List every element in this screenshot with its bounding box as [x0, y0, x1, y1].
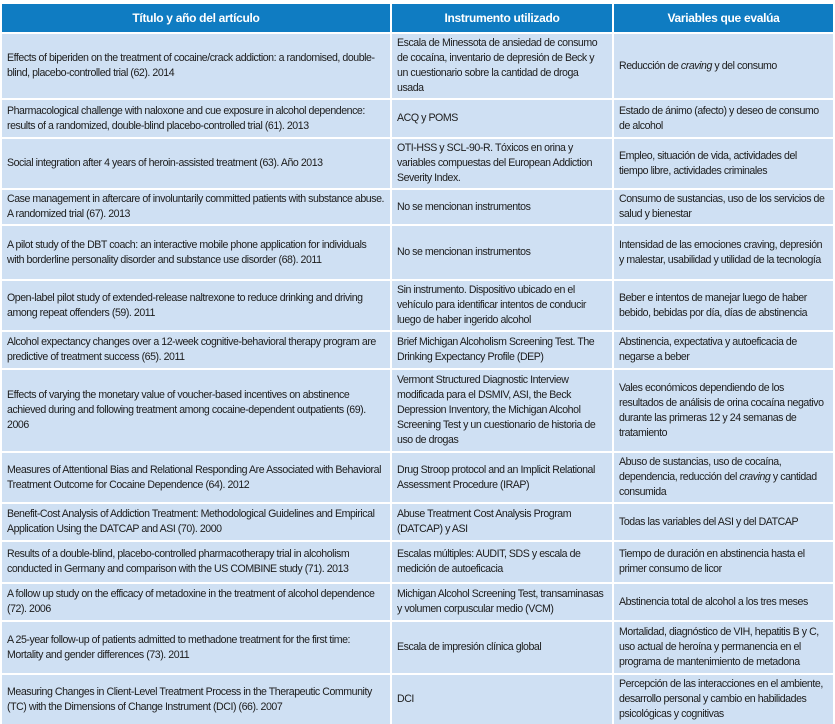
cell-variables [614, 190, 833, 224]
variables-text [619, 515, 798, 530]
header-instrument: Instrumento utilizado [392, 4, 612, 32]
variables-emphasis: craving [680, 59, 712, 72]
cell-title [2, 542, 390, 582]
cell-title [2, 139, 390, 188]
variables-post: y cantidad consumida [619, 471, 817, 498]
variables-pre: Percepción de las interacciones en el ambiente, desarrollo personal y cambio en habilidades psicológicas y cognitivas [619, 678, 823, 720]
cell-variables [614, 675, 833, 724]
instrument-text: DCI [397, 693, 414, 705]
articles-table [2, 4, 833, 724]
variables-text [619, 547, 828, 577]
cell-variables [614, 584, 833, 620]
variables-text [619, 455, 828, 500]
cell-variables [614, 542, 833, 582]
article-title: Pharmacological challenge with naloxone and cue exposure in alcohol dependence: results of a randomized, double-blind placebo-controlled trial (61). 2013 [7, 104, 365, 132]
variables-pre: Reducción de [619, 59, 681, 72]
variables-pre: Mortalidad, diagnóstico de VIH, hepatitis B y C, uso actual de heroína y permanencia en el programa de mantenimiento de metadona [619, 626, 819, 668]
variables-pre: Abstinencia, expectativa y autoeficacia de negarse a beber [619, 336, 797, 363]
header-title: Título y año del artículo [2, 4, 390, 32]
cell-title [2, 332, 390, 368]
article-title: Alcohol expectancy changes over a 12-week cognitive-behavioral therapy program are predictive of treatment success (65). 2011 [7, 336, 376, 363]
cell-instrument [392, 281, 612, 330]
instrument-text: No se mencionan instrumentos [397, 246, 531, 258]
variables-text [619, 149, 828, 179]
article-title: A pilot study of the DBT coach: an interactive mobile phone application for individuals with borderline personality disorder and substance use disorder (68). 2011 [7, 238, 367, 266]
variables-text [619, 677, 828, 722]
variables-text [619, 104, 828, 134]
article-title: Measures of Attentional Bias and Relational Responding Are Associated with Behavioral Treatment Outcome for Cocaine Dependence (64). 2012 [7, 463, 381, 491]
variables-text [619, 238, 828, 268]
instrument-text: Escala de impresión clínica global [397, 641, 542, 653]
cell-title [2, 100, 390, 137]
instrument-text: Escala de Minessota de ansiedad de consumo de cocaína, inventario de depresión de Beck y un cuestionario sobre la cantidad de droga usada [397, 37, 598, 94]
article-title: Social integration after 4 years of heroin-assisted treatment (63). Año 2013 [7, 157, 323, 169]
cell-instrument [392, 622, 612, 673]
cell-title [2, 370, 390, 451]
instrument-text: Michigan Alcohol Screening Test, transaminasas y volumen corpuscular medio (VCM) [397, 588, 604, 615]
cell-instrument [392, 34, 612, 98]
variables-pre: Abuso de sustancias, uso de cocaína, dependencia, reducción del [619, 456, 782, 483]
article-title: Case management in aftercare of involuntarily committed patients with substance abuse. A randomized trial (67). 2013 [7, 193, 385, 220]
cell-title [2, 34, 390, 98]
variables-text [619, 192, 828, 222]
article-title: Benefit-Cost Analysis of Addiction Treatment: Methodological Guidelines and Empirical Application Using the DATCAP and ASI (70). 2000 [7, 508, 375, 535]
cell-instrument [392, 542, 612, 582]
variables-pre: Intensidad de las emociones craving, depresión y malestar, usabilidad y utilidad de la tecnología [619, 238, 823, 266]
instrument-text: OTI-HSS y SCL-90-R. Tóxicos en orina y variables compuestas del European Addiction Severity Index. [397, 142, 593, 184]
variables-text [619, 381, 828, 441]
cell-title [2, 675, 390, 724]
variables-pre: Empleo, situación de vida, actividades del tiempo libre, actividades criminales [619, 149, 797, 177]
cell-variables [614, 370, 833, 451]
variables-text [619, 625, 828, 670]
instrument-text: Escalas múltiples: AUDIT, SDS y escala de medición de autoeficacia [397, 548, 581, 575]
instrument-text: Sin instrumento. Dispositivo ubicado en el vehículo para identificar intentos de conducir luego de haber ingerido alcohol [397, 284, 586, 326]
article-title: Effects of biperiden on the treatment of cocaine/crack addiction: a randomised, double-blind, placebo-controlled trial (62). 2014 [7, 52, 375, 79]
article-title: Open-label pilot study of extended-release naltrexone to reduce drinking and driving among repeat offenders (59). 2011 [7, 291, 363, 319]
instrument-text: Vermont Structured Diagnostic Interview modificada para el DSMIV, ASI, the Beck Depression Inventory, the Michigan Alcohol Screening Test y un cuestionario de historia de uso de drogas [397, 374, 596, 446]
cell-variables [614, 622, 833, 673]
cell-instrument [392, 675, 612, 724]
article-title: A follow up study on the efficacy of metadoxine in the treatment of alcohol dependence (72). 2006 [7, 588, 375, 615]
instrument-text: ACQ y POMS [397, 112, 458, 124]
cell-instrument [392, 453, 612, 502]
instrument-text: Brief Michigan Alcoholism Screening Test. The Drinking Expectancy Profile (DEP) [397, 336, 595, 363]
variables-text [619, 59, 777, 74]
article-title: Results of a double-blind, placebo-controlled pharmacotherapy trial in alcoholism conducted in Germany and comparison with the US COMBINE study (71). 2013 [7, 548, 350, 575]
cell-variables [614, 226, 833, 279]
cell-instrument [392, 370, 612, 451]
variables-emphasis: craving [739, 471, 771, 483]
article-title: Measuring Changes in Client-Level Treatment Process in the Therapeutic Community (TC) with the Dimensions of Change Instrument (DCI) (66). 2007 [7, 685, 372, 713]
cell-variables [614, 453, 833, 502]
cell-variables [614, 139, 833, 188]
instrument-text: Abuse Treatment Cost Analysis Program (DATCAP) y ASI [397, 508, 572, 535]
cell-title [2, 190, 390, 224]
variables-text [619, 335, 828, 365]
variables-pre: Abstinencia total de alcohol a los tres meses [619, 595, 808, 608]
cell-title [2, 453, 390, 502]
variables-pre: Consumo de sustancias, uso de los servicios de salud y bienestar [619, 193, 825, 220]
instrument-text: Drug Stroop protocol and an Implicit Relational Assessment Procedure (IRAP) [397, 463, 595, 491]
cell-variables [614, 100, 833, 137]
cell-instrument [392, 139, 612, 188]
variables-pre: Estado de ánimo (afecto) y deseo de consumo de alcohol [619, 104, 819, 132]
article-title: Effects of varying the monetary value of voucher-based incentives on abstinence achieved during and following treatment among cocaine-dependent outpatients (69). 2006 [7, 389, 366, 431]
cell-variables [614, 34, 833, 98]
variables-pre: Beber e intentos de manejar luego de haber bebido, bebidas por día, días de abstinencia [619, 291, 808, 319]
cell-title [2, 584, 390, 620]
cell-instrument [392, 332, 612, 368]
instrument-text: No se mencionan instrumentos [397, 200, 531, 213]
variables-pre: Tiempo de duración en abstinencia hasta el primer consumo de licor [619, 548, 805, 575]
cell-instrument [392, 504, 612, 540]
cell-variables [614, 332, 833, 368]
variables-pre: Todas las variables del ASI y del DATCAP [619, 515, 799, 528]
cell-title [2, 504, 390, 540]
variables-text [619, 291, 828, 321]
cell-instrument [392, 100, 612, 137]
cell-variables [614, 504, 833, 540]
article-title: A 25-year follow-up of patients admitted to methadone treatment for the first time: Mortality and gender differences (73). 2011 [7, 633, 351, 661]
cell-title [2, 281, 390, 330]
cell-instrument [392, 190, 612, 224]
variables-pre: Vales económicos dependiendo de los resultados de análisis de orina cocaína negativo durante las primeras 12 y 24 semanas de tratamiento [619, 381, 824, 439]
header-variables: Variables que evalúa [614, 4, 833, 32]
cell-instrument [392, 226, 612, 279]
variables-post: y del consumo [711, 59, 777, 72]
cell-variables [614, 281, 833, 330]
cell-title [2, 622, 390, 673]
cell-instrument [392, 584, 612, 620]
variables-text [619, 595, 808, 610]
cell-title [2, 226, 390, 279]
